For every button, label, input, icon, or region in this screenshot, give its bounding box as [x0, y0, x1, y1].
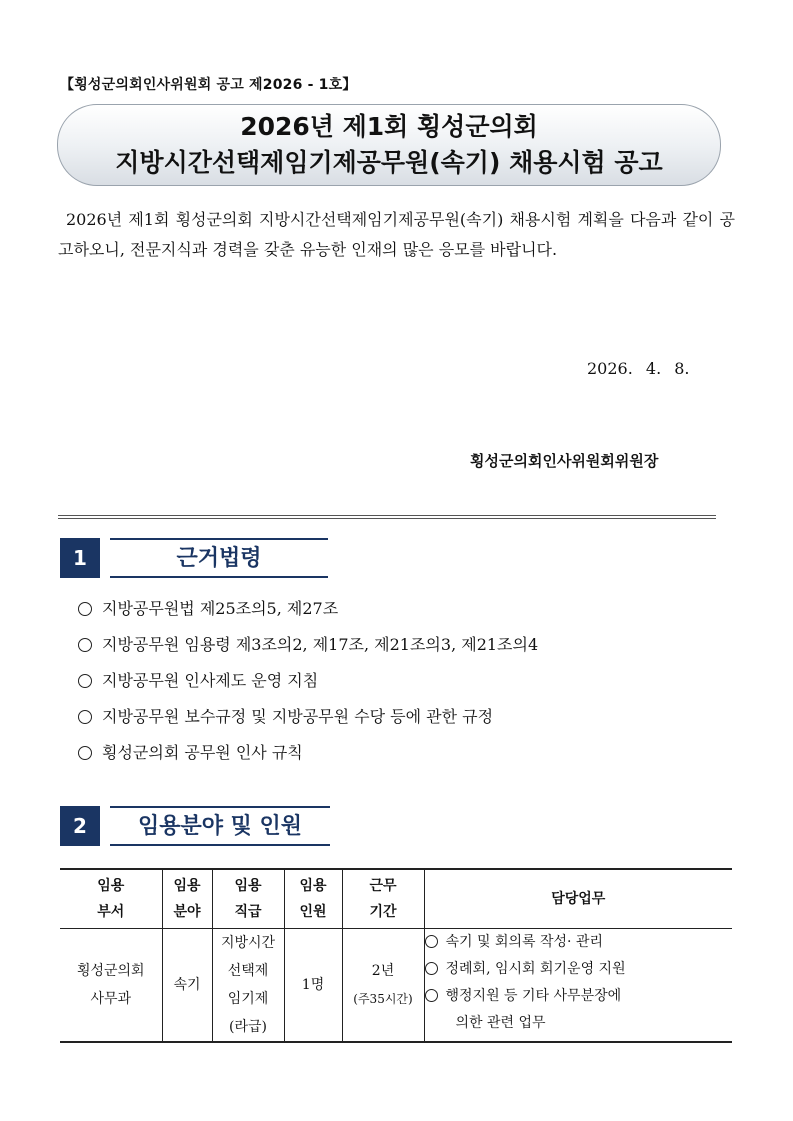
cell-duties — [424, 929, 732, 1043]
section-2-number: 2 — [60, 806, 100, 846]
header-dept: 임용 부서 — [60, 869, 162, 929]
header-count: 임용 인원 — [284, 869, 342, 929]
law-item-text: 지방공무원 임용령 제3조의2, 제17조, 제21조의3, 제21조의4 — [102, 635, 539, 654]
cell-count: 1명 — [284, 929, 342, 1043]
duty-item: 행정지원 등 기타 사무분장에 — [425, 983, 733, 1010]
cell-period: 2년 (주35시간) — [342, 929, 424, 1043]
circle-bullet-icon — [78, 638, 92, 652]
circle-bullet-icon — [425, 962, 438, 975]
table-row — [60, 929, 732, 1043]
law-item-text: 횡성군의회 공무원 인사 규칙 — [102, 743, 303, 762]
duty-item: 정례회, 임시회 회기운영 지원 — [425, 956, 733, 983]
law-item-text: 지방공무원 인사제도 운영 지침 — [102, 671, 319, 690]
signer-title: 횡성군의회인사위원회위원장 — [470, 452, 659, 470]
header-field: 임용 분야 — [162, 869, 212, 929]
intro-paragraph: 2026년 제1회 횡성군의회 지방시간선택제임기제공무원(속기) 채용시험 계획을 다음과 같이 공고하오니, 전문지식과 경력을 갖춘 유능한 인재의 많은 응모를 바랍니다. — [58, 210, 735, 259]
section-2-title: 임용분야 및 인원 — [110, 806, 330, 846]
cell-rank: 지방시간 선택제 임기제 (라급) — [212, 929, 284, 1043]
law-item — [78, 704, 538, 740]
law-item — [78, 596, 538, 632]
circle-bullet-icon — [78, 710, 92, 724]
notice-date: 2026. 4. 8. — [587, 359, 690, 378]
circle-bullet-icon — [78, 602, 92, 616]
law-item — [78, 632, 538, 668]
circle-bullet-icon — [425, 989, 438, 1002]
cell-dept: 횡성군의회 사무과 — [60, 929, 162, 1043]
header-duties: 담당업무 — [424, 869, 732, 929]
table-header-row — [60, 869, 732, 929]
section-1-title: 근거법령 — [110, 538, 328, 578]
divider-line — [58, 515, 716, 519]
circle-bullet-icon — [78, 674, 92, 688]
circle-bullet-icon — [425, 935, 438, 948]
law-item-text: 지방공무원 보수규정 및 지방공무원 수당 등에 관한 규정 — [102, 707, 494, 726]
notice-number: 【횡성군의회인사위원회 공고 제2026 - 1호】 — [60, 77, 357, 93]
duty-item: 속기 및 회의록 작성· 관리 — [425, 929, 733, 956]
header-period: 근무 기간 — [342, 869, 424, 929]
circle-bullet-icon — [78, 746, 92, 760]
title-banner — [57, 104, 721, 186]
duty-item-continuation: 의한 관련 업무 — [455, 1015, 546, 1031]
title-line-1: 2026년 제1회 횡성군의회 — [240, 112, 538, 141]
law-list — [78, 596, 538, 776]
cell-field: 속기 — [162, 929, 212, 1043]
law-item-text: 지방공무원법 제25조의5, 제27조 — [102, 599, 339, 618]
title-line-2: 지방시간선택제임기제공무원(속기) 채용시험 공고 — [115, 148, 663, 177]
section-1-number: 1 — [60, 538, 100, 578]
law-item — [78, 740, 538, 776]
header-rank: 임용 직급 — [212, 869, 284, 929]
law-item — [78, 668, 538, 704]
recruitment-table — [60, 868, 732, 1043]
